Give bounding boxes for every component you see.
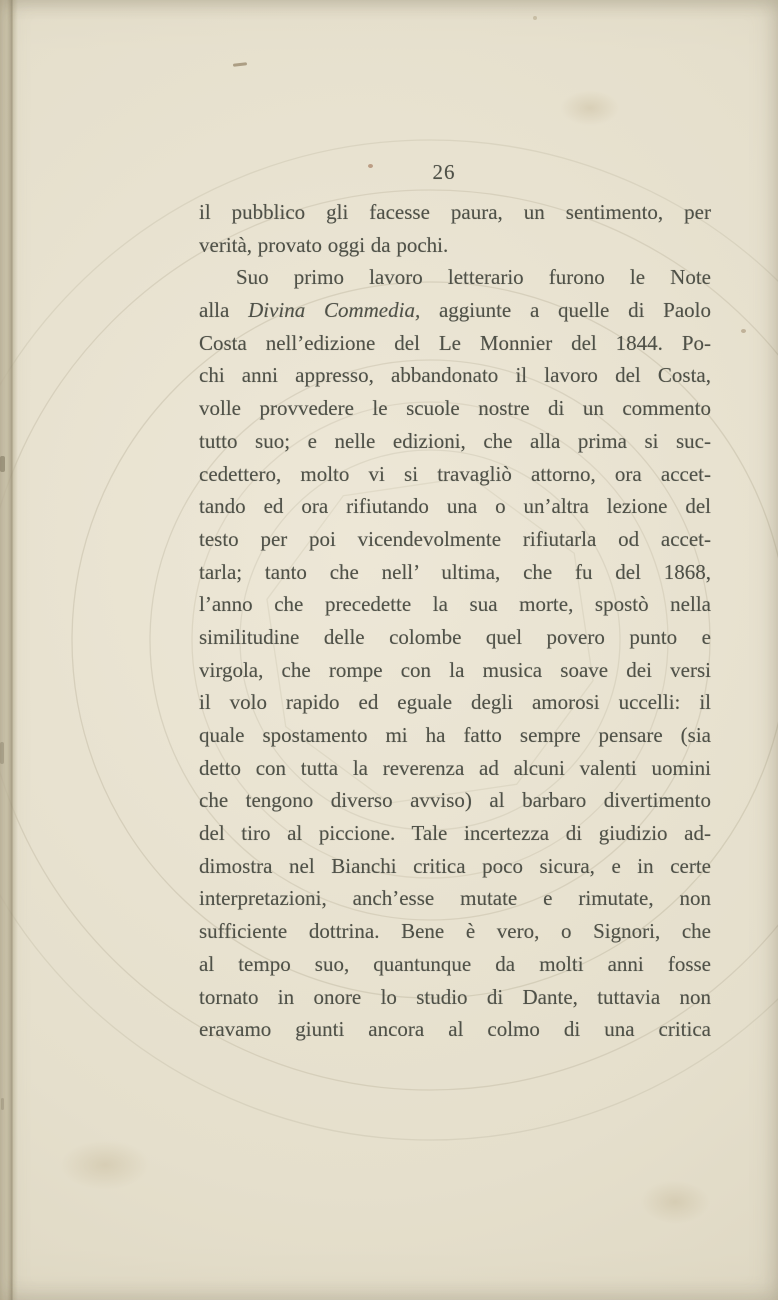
- text-line: [199, 981, 711, 1014]
- paper-speck: [533, 16, 537, 20]
- text-line: [199, 229, 711, 262]
- text-segment: tarla; tanto che nell’ ultima, che fu del 1868,: [199, 559, 711, 584]
- text-segment: volle provvedere le scuole nostre di un commento: [199, 396, 711, 421]
- page-number: 26: [432, 160, 456, 184]
- text-line: [199, 196, 711, 229]
- text-line: [199, 882, 711, 915]
- text-segment: tutto suo; e nelle edizioni, che alla prima si suc-: [199, 428, 711, 453]
- page-text: [199, 196, 711, 1046]
- text-segment: testo per poi vicendevolmente rifiutarla od accet-: [199, 526, 711, 551]
- text-line: [199, 588, 711, 621]
- text-segment: tando ed ora rifiutando una o un’altra lezione del: [199, 494, 711, 519]
- text-line: [199, 654, 711, 687]
- paper-stain: [60, 1140, 150, 1190]
- ink-mark: [233, 62, 247, 66]
- text-segment: il pubblico gli facesse paura, un sentimento, per: [199, 200, 711, 224]
- text-segment: detto con tutta la reverenza ad alcuni valenti uomini: [199, 755, 711, 780]
- text-segment: alla: [199, 298, 249, 323]
- paper-stain: [560, 90, 620, 126]
- text-line: [199, 359, 711, 392]
- text-segment: l’anno che precedette la sua morte, spostò nella: [199, 592, 711, 617]
- text-segment: chi anni appresso, abbandonato il lavoro del Costa,: [199, 363, 711, 388]
- text-line: [199, 686, 711, 719]
- text-line: [199, 850, 711, 883]
- text-segment: il volo rapido ed eguale degli amorosi uccelli: il: [199, 690, 711, 715]
- text-segment: al tempo suo, quantunque da molti anni fosse: [199, 951, 711, 976]
- text-segment: del tiro al piccione. Tale incertezza di giudizio ad-: [199, 821, 711, 846]
- text-segment: che tengono diverso avviso) al barbaro divertimento: [199, 788, 711, 813]
- text-line: [199, 327, 711, 360]
- text-line: [199, 752, 711, 785]
- text-line: [199, 425, 711, 458]
- text-line: [199, 817, 711, 850]
- binding-nick: [0, 742, 4, 764]
- text-line: [199, 458, 711, 491]
- text-segment: aggiunte a quelle di Paolo: [420, 298, 711, 323]
- paper-stain: [640, 1180, 710, 1224]
- text-segment: cedettero, molto vi si travagliò attorno, ora accet-: [199, 461, 711, 486]
- text-segment: sufficiente dottrina. Bene è vero, o Signori, che: [199, 919, 711, 944]
- italic-text: Divina Commedia,: [248, 298, 421, 323]
- text-line: [199, 1013, 711, 1046]
- text-line: [199, 621, 711, 654]
- text-line: [199, 261, 711, 294]
- text-line: [199, 392, 711, 425]
- text-segment: tornato in onore lo studio di Dante, tuttavia non: [199, 984, 711, 1009]
- text-line: [199, 915, 711, 948]
- binding-nick: [0, 456, 5, 472]
- text-line: [199, 784, 711, 817]
- text-line: [199, 294, 711, 327]
- text-segment: verità, provato oggi da pochi.: [199, 232, 449, 257]
- text-segment: virgola, che rompe con la musica soave dei versi: [199, 657, 711, 682]
- text-segment: Suo primo lavoro letterario furono le Note: [236, 265, 711, 290]
- text-line: [199, 948, 711, 981]
- text-segment: Costa nell’edizione del Le Monnier del 1844. Po-: [199, 330, 711, 355]
- text-segment: dimostra nel Bianchi critica poco sicura, e in certe: [199, 853, 711, 878]
- binding-nick: [1, 1098, 4, 1110]
- text-segment: similitudine delle colombe quel povero punto e: [199, 624, 711, 649]
- text-line: [199, 556, 711, 589]
- text-line: [199, 719, 711, 752]
- text-line: [199, 523, 711, 556]
- paper-speck: [741, 329, 746, 333]
- text-line: [199, 490, 711, 523]
- text-segment: interpretazioni, anch’esse mutate e rimutate, non: [199, 886, 711, 911]
- text-segment: eravamo giunti ancora al colmo di una critica: [199, 1017, 711, 1042]
- text-segment: quale spostamento mi ha fatto sempre pensare (sia: [199, 723, 711, 747]
